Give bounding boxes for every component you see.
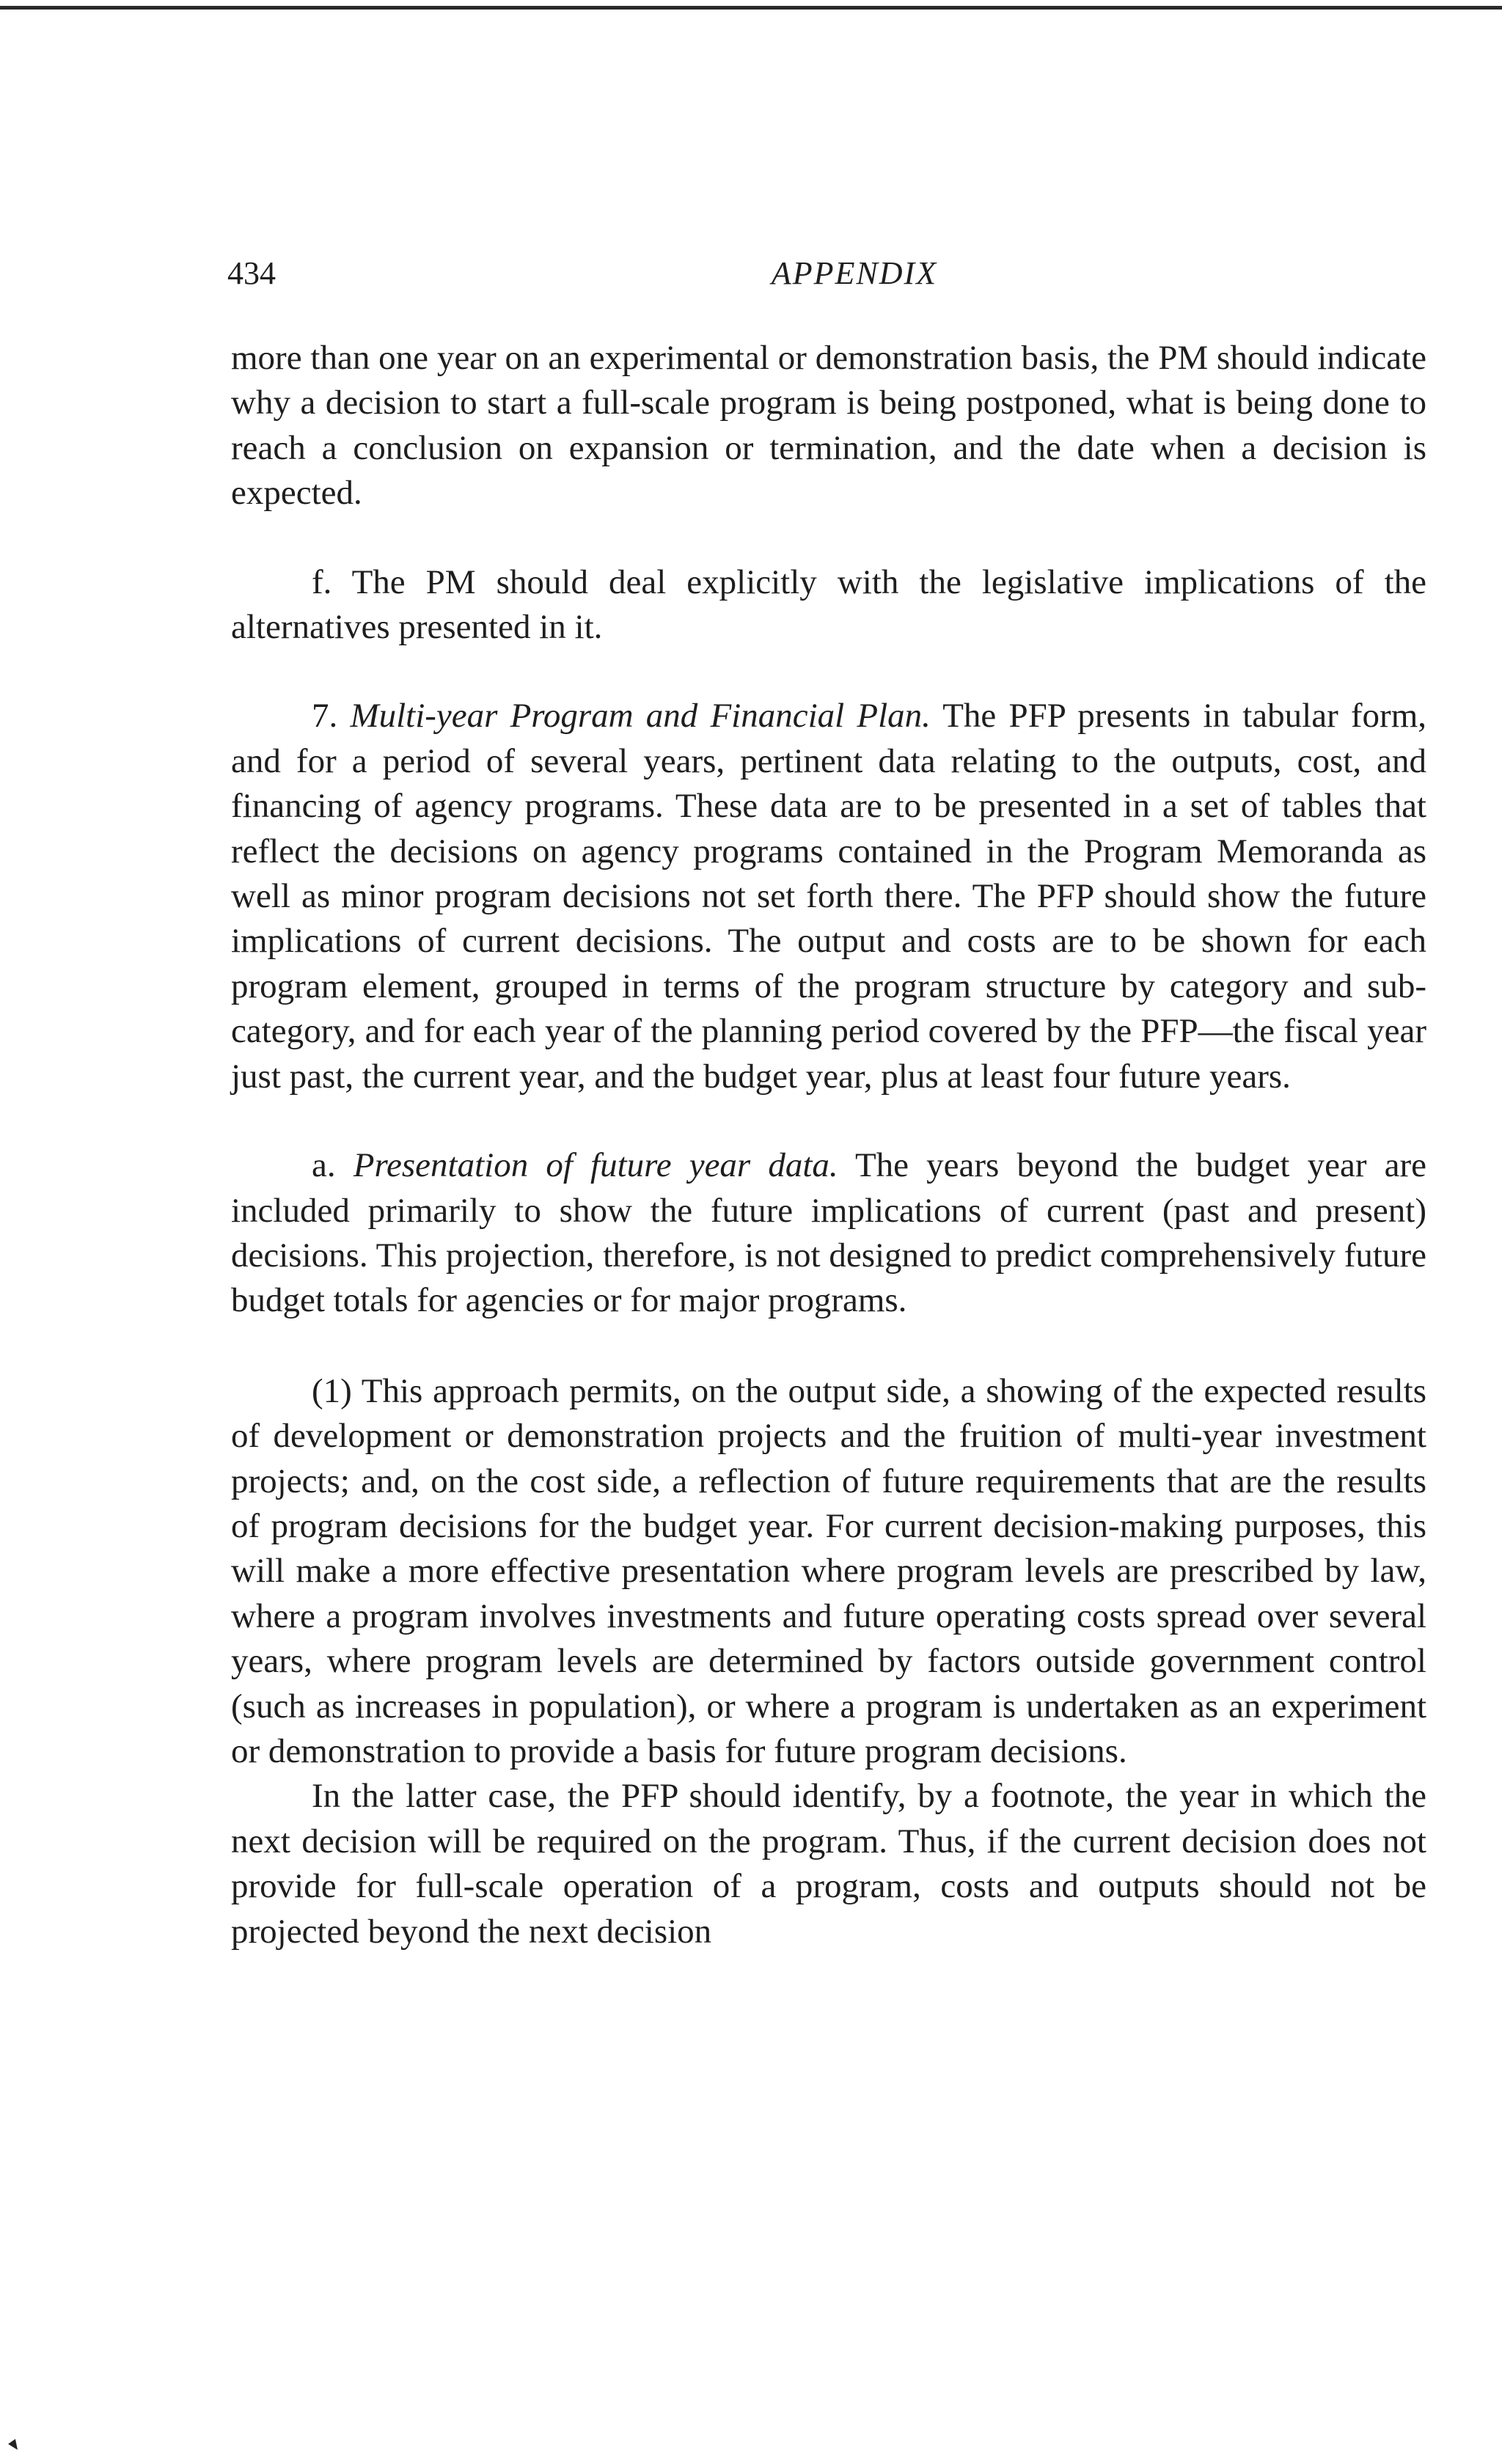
paragraph-7: [231, 694, 1426, 1099]
page-number: 434: [227, 255, 276, 291]
paragraph-latter-case: In the latter case, the PFP should identify, by a footnote, the year in which the next decision will be required on the program. Thus, if the current decision does not provide for full-scale operation of a program, costs and outputs should not be projected beyond the next decision: [231, 1777, 1426, 1951]
corner-mark: [8, 2439, 21, 2452]
paragraph-continuation: more than one year on an experimental or demonstration basis, the PM should indicate why a decision to start a full-scale program is being postponed, what is being done to reach a conclusion on expansion or termination, and the date when a decision is expected.: [231, 339, 1426, 513]
paragraph-a-letter: a.: [312, 1146, 353, 1185]
page-header: [227, 248, 1437, 299]
paragraph-a-text: The years beyond the budget year are included primarily to show the future implications of current (past and present) decisions. This projection, therefore, is not designed to predict comprehensively future budget totals for agencies or for major programs.: [231, 1146, 1426, 1320]
body-text: [231, 336, 1426, 1954]
paragraph-7-title: Multi-year Program and Financial Plan.: [350, 697, 931, 736]
running-head: APPENDIX: [771, 255, 938, 291]
paragraph-7-number: 7.: [312, 697, 351, 736]
paragraph-a-title: Presentation of future year data.: [353, 1146, 838, 1185]
paragraph-7-text: The PFP presents in tabular form, and for a period of several years, pertinent data relating to the outputs, cost, and financing of agency programs. These data are to be presented in a set of tables that reflect the decisions on agency programs contained in the Program Memoranda as well as minor program decisions not set forth there. The PFP should show the future implications of current decisions. The output and costs are to be shown for each program element, grouped in terms of the program structure by category and sub-category, and for each year of the planning period covered by the PFP—the fiscal year just past, the current year, and the budget year, plus at least four future years.: [231, 697, 1427, 1096]
paragraph-f: f. The PM should deal explicitly with the legislative implications of the alternatives presented in it.: [231, 562, 1426, 647]
paragraph-1: (1) This approach permits, on the output side, a showing of the expected results of development or demonstration projects and the fruition of multi-year investment projects; and, on the cost side, a reflection of future requirements that are the results of program decisions for the budget year. For current decision-making purposes, this will make a more effective presentation where program levels are prescribed by law, where a program involves investments and future operating costs spread over several years, where program levels are determined by factors outside government control (such as increases in population), or where a program is undertaken as an experiment or demonstration to provide a basis for future program decisions.: [231, 1371, 1426, 1770]
top-rule: [0, 6, 1502, 10]
paragraph-a: [231, 1143, 1426, 1324]
